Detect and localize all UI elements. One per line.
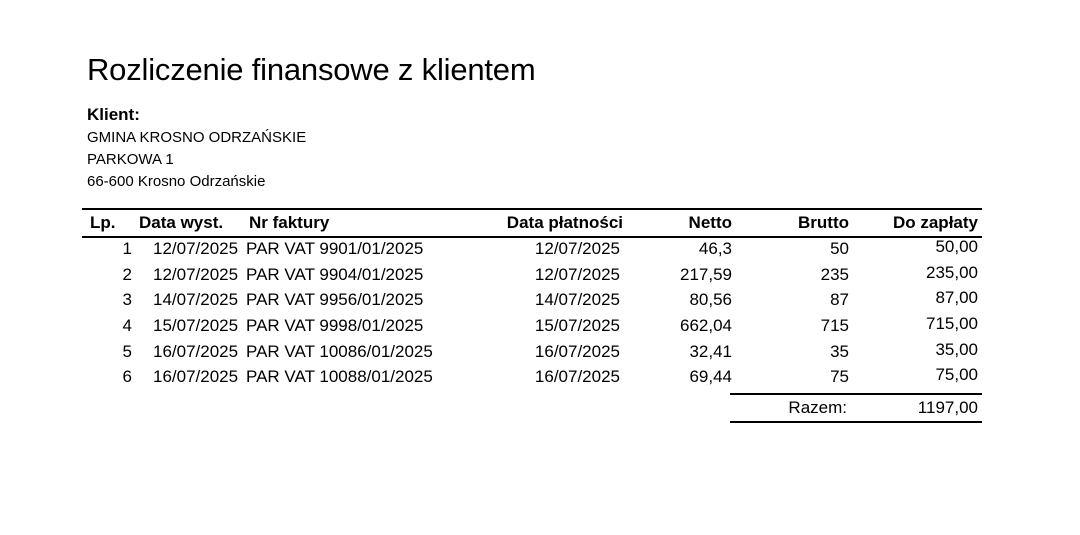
row-invoice-no: PAR VAT 10086/01/2025 bbox=[246, 342, 433, 361]
client-street: PARKOWA 1 bbox=[87, 151, 174, 168]
client-name: GMINA KROSNO ODRZAŃSKIE bbox=[87, 129, 307, 146]
row-lp: 3 bbox=[122, 290, 132, 309]
row-due: 35,00 bbox=[935, 340, 978, 359]
row-lp: 6 bbox=[122, 367, 132, 386]
row-net: 32,41 bbox=[689, 342, 732, 361]
total-value: 1197,00 bbox=[917, 398, 978, 417]
row-invoice-no: PAR VAT 9904/01/2025 bbox=[246, 265, 424, 284]
client-city: 66-600 Krosno Odrzańskie bbox=[87, 173, 266, 190]
row-gross: 235 bbox=[820, 265, 849, 284]
header-net: Netto bbox=[688, 213, 732, 232]
header-lp: Lp. bbox=[90, 213, 116, 232]
row-net: 662,04 bbox=[680, 316, 732, 335]
row-issue-date: 16/07/2025 bbox=[153, 367, 239, 386]
row-payment-date: 16/07/2025 bbox=[534, 342, 620, 361]
total-label: Razem: bbox=[788, 398, 847, 417]
row-issue-date: 12/07/2025 bbox=[153, 265, 239, 284]
row-payment-date: 12/07/2025 bbox=[534, 239, 620, 258]
row-lp: 4 bbox=[122, 316, 132, 335]
row-payment-date: 14/07/2025 bbox=[534, 290, 620, 309]
row-net: 69,44 bbox=[689, 367, 732, 386]
row-issue-date: 15/07/2025 bbox=[153, 316, 239, 335]
client-label: Klient: bbox=[87, 105, 140, 124]
page-title: Rozliczenie finansowe z klientem bbox=[87, 52, 536, 87]
header-issue-date: Data wyst. bbox=[139, 213, 224, 232]
row-net: 46,3 bbox=[698, 239, 732, 258]
row-payment-date: 12/07/2025 bbox=[534, 265, 620, 284]
row-lp: 2 bbox=[122, 265, 132, 284]
row-issue-date: 16/07/2025 bbox=[153, 342, 239, 361]
row-invoice-no: PAR VAT 9956/01/2025 bbox=[246, 290, 424, 309]
header-gross: Brutto bbox=[798, 213, 849, 232]
row-lp: 1 bbox=[122, 239, 132, 258]
total-bottom-rule bbox=[730, 421, 982, 423]
row-due: 75,00 bbox=[935, 365, 978, 384]
row-due: 715,00 bbox=[926, 314, 978, 333]
header-invoice-no: Nr faktury bbox=[249, 213, 330, 232]
row-gross: 715 bbox=[820, 316, 849, 335]
row-issue-date: 14/07/2025 bbox=[153, 290, 239, 309]
row-invoice-no: PAR VAT 9901/01/2025 bbox=[246, 239, 424, 258]
row-due: 235,00 bbox=[926, 263, 978, 282]
total-top-rule bbox=[730, 393, 982, 395]
row-gross: 50 bbox=[830, 239, 849, 258]
row-lp: 5 bbox=[122, 342, 132, 361]
row-gross: 35 bbox=[830, 342, 849, 361]
row-issue-date: 12/07/2025 bbox=[153, 239, 239, 258]
row-invoice-no: PAR VAT 10088/01/2025 bbox=[246, 367, 433, 386]
header-due: Do zapłaty bbox=[892, 213, 978, 232]
row-net: 217,59 bbox=[680, 265, 732, 284]
row-due: 87,00 bbox=[935, 288, 978, 307]
row-payment-date: 15/07/2025 bbox=[534, 316, 620, 335]
row-net: 80,56 bbox=[689, 290, 732, 309]
row-gross: 75 bbox=[830, 367, 849, 386]
row-due: 50,00 bbox=[935, 237, 978, 256]
row-payment-date: 16/07/2025 bbox=[534, 367, 620, 386]
table-top-rule bbox=[82, 208, 982, 210]
row-invoice-no: PAR VAT 9998/01/2025 bbox=[246, 316, 424, 335]
header-payment-date: Data płatności bbox=[506, 213, 623, 232]
row-gross: 87 bbox=[830, 290, 849, 309]
